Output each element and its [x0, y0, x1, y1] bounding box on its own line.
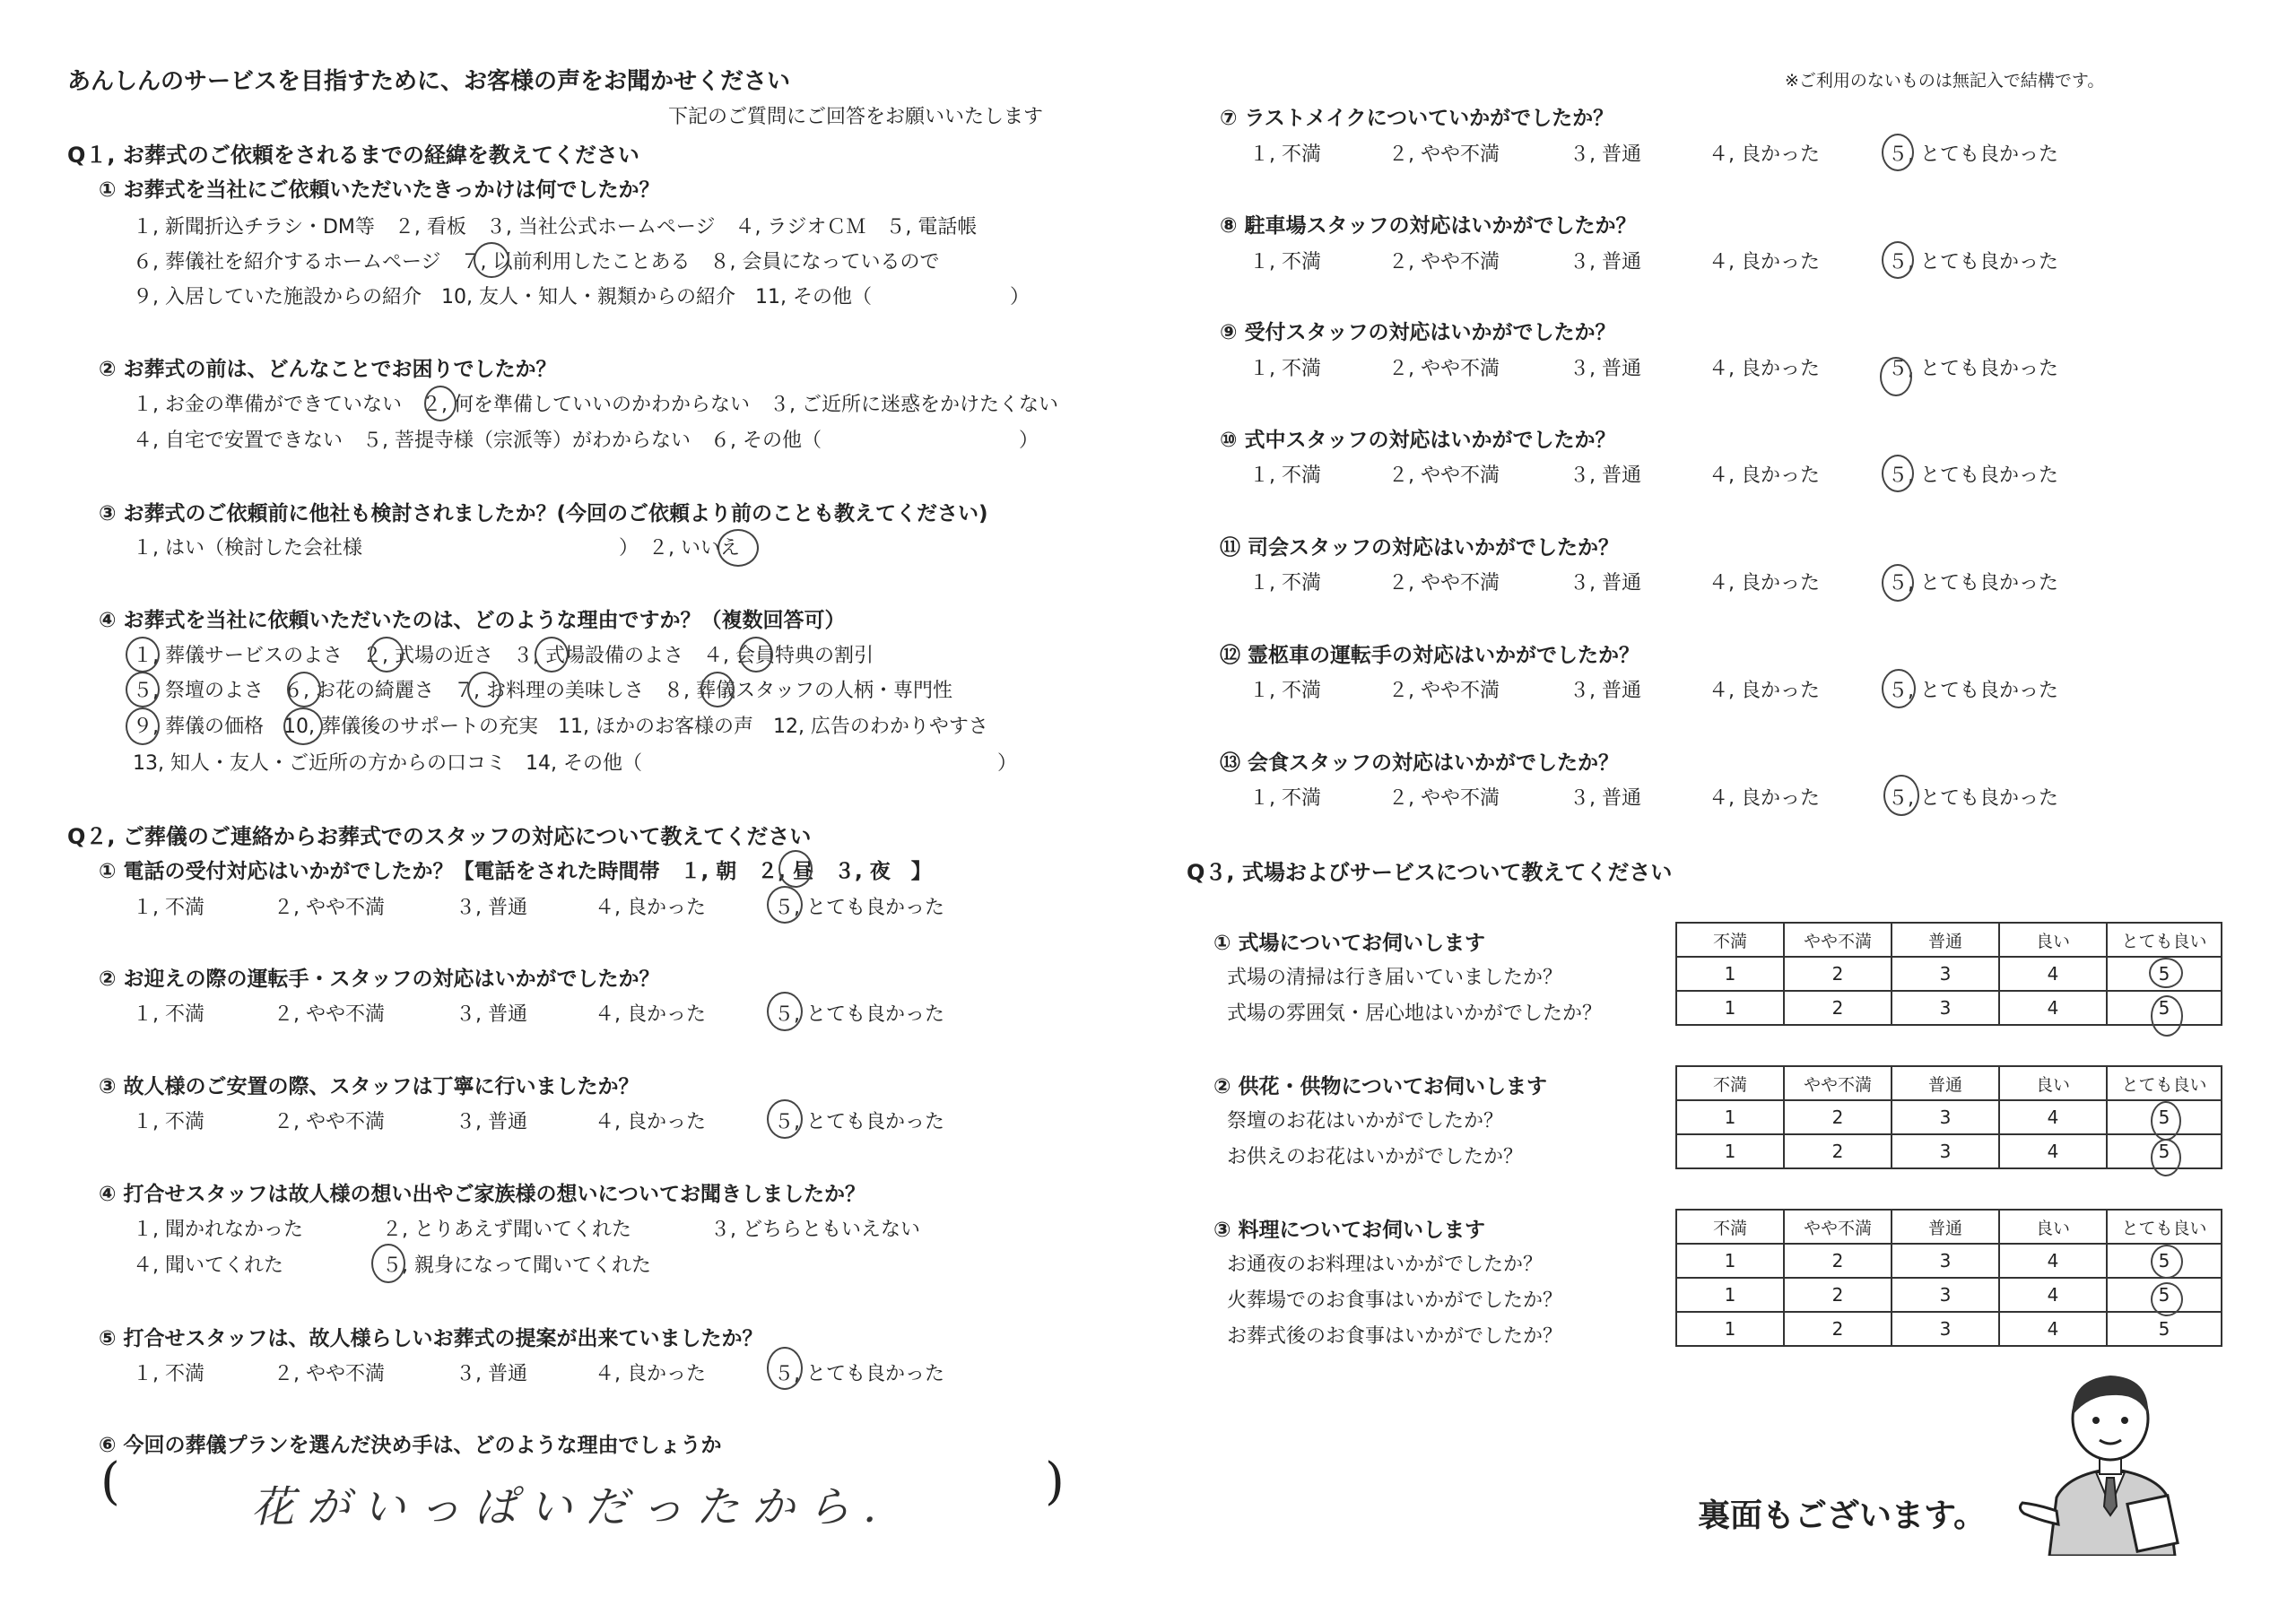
- q2-7-option-1[interactable]: １, 不満: [1249, 143, 1321, 166]
- answer-circle-mark: [739, 637, 773, 673]
- rating-cell[interactable]: 1: [1676, 1312, 1784, 1346]
- answer-circle-mark: [474, 242, 509, 278]
- q2-5-option-1[interactable]: １, 不満: [133, 1363, 204, 1385]
- q1-1-question: ① お葬式を当社にご依頼いただいたきっかけは何でしたか？: [99, 178, 660, 202]
- col-header: 良い: [1999, 1210, 2107, 1244]
- rating-cell[interactable]: 5: [2107, 991, 2222, 1025]
- rating-cell[interactable]: 3: [1892, 1278, 1999, 1312]
- rating-cell[interactable]: 1: [1676, 991, 1784, 1025]
- rating-cell[interactable]: 5: [2107, 1244, 2222, 1278]
- q2-8-option-3[interactable]: ３, 普通: [1570, 251, 1641, 273]
- answer-circle-mark: [370, 637, 404, 673]
- rating-cell[interactable]: 1: [1676, 1134, 1784, 1168]
- answer-open-paren: (: [100, 1453, 120, 1511]
- q2-6-question: ⑥ 今回の葬儀プランを選んだ決め手は、どのような理由でしょうか: [99, 1434, 722, 1457]
- q2-3-option-5[interactable]: ５, とても良かった: [774, 1111, 944, 1133]
- rating-cell[interactable]: 3: [1892, 991, 1999, 1025]
- q2-11-option-4[interactable]: ４, 良かった: [1709, 572, 1820, 595]
- q2-2-option-1[interactable]: １, 不満: [133, 1003, 204, 1026]
- q2-9-option-5[interactable]: ５, とても良かった: [1888, 358, 2058, 380]
- rating-cell[interactable]: 2: [1784, 957, 1892, 991]
- rating-cell[interactable]: 5: [2107, 1134, 2222, 1168]
- q1-4-options-line1[interactable]: １, 葬儀サービスのよさ ２, 式場の近さ ３, 式場設備のよさ ４, 会員特典の割引: [133, 645, 874, 667]
- q3-3-title: ③ 料理についてお伺いします: [1213, 1219, 1486, 1242]
- q2-1-option-2[interactable]: ２, やや不満: [274, 897, 385, 919]
- q2-12-question: ⑫ 霊柩車の運転手の対応はいかがでしたか？: [1220, 644, 1640, 667]
- answer-circle-mark: [767, 992, 803, 1031]
- q2-4-options-line1[interactable]: １, 聞かれなかった ２, とりあえず聞いてくれた ３, どちらともいえない: [133, 1219, 920, 1241]
- answer-circle-mark: [2151, 1139, 2181, 1176]
- answer-circle-mark: [126, 707, 160, 745]
- col-header: 不満: [1676, 1210, 1784, 1244]
- back-side-note: 裏面もございます。: [1698, 1497, 1987, 1534]
- rating-cell[interactable]: 4: [1999, 1244, 2107, 1278]
- answer-circle-mark: [1882, 669, 1916, 708]
- col-header: とても良い: [2107, 1210, 2222, 1244]
- answer-circle-mark: [424, 386, 457, 421]
- q2-heading: Q２, ご葬儀のご連絡からお葬式でのスタッフの対応について教えてください: [67, 824, 812, 849]
- q2-7-option-4[interactable]: ４, 良かった: [1709, 143, 1820, 166]
- q2-9-option-2[interactable]: ２, やや不満: [1388, 358, 1500, 380]
- q2-5-option-4[interactable]: ４, 良かった: [595, 1363, 706, 1385]
- q2-1-question: ① 電話の受付対応はいかがでしたか？【電話をされた時間帯 １, 朝 ２, 昼 ３, 夜 】: [99, 860, 932, 883]
- q2-3-option-3[interactable]: ３, 普通: [456, 1111, 527, 1133]
- answer-circle-mark: [767, 1347, 803, 1390]
- answer-circle-mark: [535, 637, 569, 673]
- q2-2-option-5[interactable]: ５, とても良かった: [774, 1003, 944, 1026]
- q1-3-options-line1[interactable]: １, はい（検討した会社様 ） ２, いいえ: [133, 537, 740, 560]
- q3-2-rating-table: [1675, 1065, 2222, 1169]
- q3-3-row1-label: お通夜のお料理はいかがでしたか？: [1227, 1254, 1544, 1276]
- q3-heading: Q３, 式場およびサービスについて教えてください: [1187, 860, 1673, 885]
- q2-2-question: ② お迎えの際の運転手・スタッフの対応はいかがでしたか？: [99, 968, 660, 991]
- answer-circle-mark: [718, 529, 759, 567]
- q3-2-row1-label: 祭壇のお花はいかがでしたか？: [1227, 1110, 1504, 1133]
- q2-11-question: ⑪ 司会スタッフの対応はいかがでしたか？: [1220, 536, 1620, 560]
- col-header: 普通: [1892, 1210, 1999, 1244]
- q2-3-option-1[interactable]: １, 不満: [133, 1111, 204, 1133]
- q2-9-option-4[interactable]: ４, 良かった: [1709, 358, 1820, 380]
- q2-11-option-5[interactable]: ５, とても良かった: [1888, 572, 2058, 595]
- rating-cell[interactable]: 5: [2107, 957, 2222, 991]
- col-header: 良い: [1999, 923, 2107, 957]
- answer-circle-mark: [700, 672, 735, 707]
- q2-13-option-1[interactable]: １, 不満: [1249, 787, 1321, 810]
- q2-2-option-2[interactable]: ２, やや不満: [274, 1003, 385, 1026]
- rating-cell[interactable]: 4: [1999, 1134, 2107, 1168]
- rating-cell[interactable]: 2: [1784, 1278, 1892, 1312]
- q2-9-option-3[interactable]: ３, 普通: [1570, 358, 1641, 380]
- q2-13-question: ⑬ 会食スタッフの対応はいかがでしたか？: [1220, 751, 1620, 775]
- rating-cell[interactable]: 1: [1676, 1278, 1784, 1312]
- col-header: やや不満: [1784, 1210, 1892, 1244]
- q2-8-option-4[interactable]: ４, 良かった: [1709, 251, 1820, 273]
- q3-3-row3-label: お葬式後のお食事はいかがでしたか？: [1227, 1325, 1563, 1348]
- q2-13-option-4[interactable]: ４, 良かった: [1709, 787, 1820, 810]
- q2-4-question: ④ 打合せスタッフは故人様の想い出やご家族様の想いについてお聞きしましたか？: [99, 1183, 866, 1206]
- q2-3-question: ③ 故人様のご安置の際、スタッフは丁寧に行いましたか？: [99, 1075, 639, 1098]
- q1-1-options-line3[interactable]: ９, 入居していた施設からの紹介 10, 友人・知人・親類からの紹介 11, その他（ ）: [133, 286, 1030, 308]
- answer-circle-mark: [778, 850, 813, 888]
- q1-4-question: ④ お葬式を当社に依頼いただいたのは、どのような理由ですか？（複数回答可）: [99, 609, 846, 632]
- q1-4-options-line4[interactable]: 13, 知人・友人・ご近所の方からの口コミ 14, その他（ ）: [133, 752, 1017, 775]
- rating-cell[interactable]: 3: [1892, 1312, 1999, 1346]
- rating-cell[interactable]: 4: [1999, 1278, 2107, 1312]
- answer-circle-mark: [2151, 1282, 2183, 1316]
- q2-5-option-5[interactable]: ５, とても良かった: [774, 1363, 944, 1385]
- rating-cell[interactable]: 2: [1784, 991, 1892, 1025]
- answer-circle-mark: [283, 707, 323, 745]
- answer-circle-mark: [371, 1244, 405, 1283]
- q3-2-row2-label: お供えのお花はいかがでしたか？: [1227, 1146, 1524, 1168]
- staff-illustration-icon: [2013, 1363, 2206, 1556]
- q2-5-question: ⑤ 打合せスタッフは、故人様らしいお葬式の提案が出来ていましたか？: [99, 1327, 763, 1350]
- q1-4-options-line2[interactable]: ５, 祭壇のよさ ６, お花の綺麗さ ７, お料理の美味しさ ８, 葬儀スタッフの人柄・専門性: [133, 680, 952, 702]
- col-header: 良い: [1999, 1066, 2107, 1100]
- q2-8-question: ⑧ 駐車場スタッフの対応はいかがでしたか？: [1220, 214, 1637, 238]
- rating-cell[interactable]: 2: [1784, 1312, 1892, 1346]
- q3-1-rating-table: [1675, 922, 2222, 1026]
- q1-3-question: ③ お葬式のご依頼前に他社も検討されましたか？(今回のご依頼より前のことも教えてください): [99, 502, 988, 525]
- q2-5-option-2[interactable]: ２, やや不満: [274, 1363, 385, 1385]
- rating-cell[interactable]: 1: [1676, 957, 1784, 991]
- q2-2-option-3[interactable]: ３, 普通: [456, 1003, 527, 1026]
- q2-2-option-4[interactable]: ４, 良かった: [595, 1003, 706, 1026]
- q2-13-option-2[interactable]: ２, やや不満: [1388, 787, 1500, 810]
- q2-12-option-4[interactable]: ４, 良かった: [1709, 680, 1820, 702]
- col-header: 普通: [1892, 923, 1999, 957]
- rating-cell[interactable]: 4: [1999, 1100, 2107, 1134]
- q2-11-option-3[interactable]: ３, 普通: [1570, 572, 1641, 595]
- q2-10-question: ⑩ 式中スタッフの対応はいかがでしたか？: [1220, 429, 1616, 452]
- answer-circle-mark: [1883, 775, 1919, 816]
- page-title: あんしんのサービスを目指すために、お客様の声をお聞かせください: [67, 68, 791, 95]
- answer-circle-mark: [1882, 564, 1914, 602]
- col-header: とても良い: [2107, 1066, 2222, 1100]
- q1-4-options-line3[interactable]: ９, 葬儀の価格 10, 葬儀後のサポートの充実 11, ほかのお客様の声 12, 広告のわかりやすさ: [133, 716, 988, 738]
- q2-10-option-3[interactable]: ３, 普通: [1570, 464, 1641, 487]
- answer-circle-mark: [1882, 455, 1914, 492]
- q2-7-question: ⑦ ラストメイクについていかがでしたか？: [1220, 107, 1614, 130]
- q2-10-option-5[interactable]: ５, とても良かった: [1888, 464, 2058, 487]
- q3-1-row1-label: 式場の清掃は行き届いていましたか？: [1227, 967, 1563, 989]
- q2-13-option-3[interactable]: ３, 普通: [1570, 787, 1641, 810]
- q2-12-option-2[interactable]: ２, やや不満: [1388, 680, 1500, 702]
- col-header: とても良い: [2107, 923, 2222, 957]
- rating-cell[interactable]: 1: [1676, 1244, 1784, 1278]
- q2-10-option-4[interactable]: ４, 良かった: [1709, 464, 1820, 487]
- q2-11-option-2[interactable]: ２, やや不満: [1388, 572, 1500, 595]
- rating-cell[interactable]: 3: [1892, 1244, 1999, 1278]
- col-header: やや不満: [1784, 1066, 1892, 1100]
- answer-circle-mark: [467, 672, 501, 707]
- q2-7-option-2[interactable]: ２, やや不満: [1388, 143, 1500, 166]
- answer-circle-mark: [2151, 995, 2183, 1037]
- col-header: 普通: [1892, 1066, 1999, 1100]
- q2-7-option-5[interactable]: ５, とても良かった: [1888, 143, 2058, 166]
- answer-circle-mark: [126, 672, 160, 707]
- rating-cell[interactable]: 1: [1676, 1100, 1784, 1134]
- answer-close-paren: ): [1045, 1453, 1065, 1511]
- q1-2-question: ② お葬式の前は、どんなことでお困りでしたか？: [99, 358, 557, 381]
- answer-circle-mark: [767, 886, 803, 924]
- handwritten-answer[interactable]: 花がいっぱいだったから.: [251, 1482, 890, 1532]
- q1-heading: Q１, お葬式のご依頼をされるまでの経緯を教えてください: [67, 143, 639, 168]
- q2-12-option-1[interactable]: １, 不満: [1249, 680, 1321, 702]
- q3-1-row2-label: 式場の雰囲気・居心地はいかがでしたか？: [1227, 1002, 1603, 1025]
- rating-cell[interactable]: 4: [1999, 991, 2107, 1025]
- rating-cell[interactable]: 3: [1892, 957, 1999, 991]
- q2-1-option-1[interactable]: １, 不満: [133, 897, 204, 919]
- q2-13-option-5[interactable]: ５, とても良かった: [1888, 787, 2058, 810]
- answer-circle-mark: [1880, 357, 1912, 396]
- answer-circle-mark: [1882, 134, 1914, 171]
- q2-7-option-3[interactable]: ３, 普通: [1570, 143, 1641, 166]
- q1-1-options-line2[interactable]: ６, 葬儀社を紹介するホームページ ７, 以前利用したことある ８, 会員になっているので: [133, 251, 940, 273]
- col-header: 不満: [1676, 1066, 1784, 1100]
- q2-9-question: ⑨ 受付スタッフの対応はいかがでしたか？: [1220, 321, 1616, 344]
- q3-1-title: ① 式場についてお伺いします: [1213, 932, 1486, 955]
- rating-cell[interactable]: 4: [1999, 1312, 2107, 1346]
- rating-cell[interactable]: 2: [1784, 1134, 1892, 1168]
- q2-12-option-3[interactable]: ３, 普通: [1570, 680, 1641, 702]
- q2-8-option-2[interactable]: ２, やや不満: [1388, 251, 1500, 273]
- col-header: やや不満: [1784, 923, 1892, 957]
- q2-10-option-2[interactable]: ２, やや不満: [1388, 464, 1500, 487]
- q2-3-option-2[interactable]: ２, やや不満: [274, 1111, 385, 1133]
- q2-11-option-1[interactable]: １, 不満: [1249, 572, 1321, 595]
- q3-2-title: ② 供花・供物についてお伺いします: [1213, 1075, 1548, 1098]
- rating-cell[interactable]: 4: [1999, 957, 2107, 991]
- answer-circle-mark: [2151, 1101, 2181, 1141]
- rating-cell[interactable]: 2: [1784, 1100, 1892, 1134]
- q1-2-options-line1[interactable]: １, お金の準備ができていない ２, 何を準備していいのかわからない ３, ご近所に迷惑をかけたくない: [133, 394, 1058, 416]
- answer-circle-mark: [2149, 958, 2183, 988]
- q2-1-option-3[interactable]: ３, 普通: [456, 897, 527, 919]
- rating-cell[interactable]: 5: [2107, 1312, 2222, 1346]
- rating-cell[interactable]: 5: [2107, 1100, 2222, 1134]
- q1-1-options-line1[interactable]: １, 新聞折込チラシ・DM等 ２, 看板 ３, 当社公式ホームページ ４, ラジオＣＭ ５, 電話帳: [133, 216, 978, 239]
- q1-2-options-line2[interactable]: ４, 自宅で安置できない ５, 菩提寺様（宗派等）がわからない ６, その他（ ）: [133, 430, 1039, 452]
- q3-3-row2-label: 火葬場でのお食事はいかがでしたか？: [1227, 1289, 1563, 1312]
- q2-4-options-line2[interactable]: ４, 聞いてくれた ５, 親身になって聞いてくれた: [133, 1254, 651, 1277]
- col-header: 不満: [1676, 923, 1784, 957]
- q2-8-option-1[interactable]: １, 不満: [1249, 251, 1321, 273]
- q2-1-option-5[interactable]: ５, とても良かった: [774, 897, 944, 919]
- rating-cell[interactable]: 3: [1892, 1134, 1999, 1168]
- q2-1-option-4[interactable]: ４, 良かった: [595, 897, 706, 919]
- q3-3-rating-table: [1675, 1209, 2222, 1347]
- page-subtitle: 下記のご質問にご回答をお願いいたします: [668, 106, 1044, 128]
- answer-circle-mark: [2151, 1245, 2183, 1279]
- rating-cell[interactable]: 3: [1892, 1100, 1999, 1134]
- answer-circle-mark: [126, 637, 160, 673]
- q2-9-option-1[interactable]: １, 不満: [1249, 358, 1321, 380]
- q2-5-option-3[interactable]: ３, 普通: [456, 1363, 527, 1385]
- answer-circle-mark: [287, 672, 321, 707]
- q2-3-option-4[interactable]: ４, 良かった: [595, 1111, 706, 1133]
- header-note: ※ご利用のないものは無記入で結構です。: [1785, 71, 2105, 91]
- rating-cell[interactable]: 2: [1784, 1244, 1892, 1278]
- q2-10-option-1[interactable]: １, 不満: [1249, 464, 1321, 487]
- answer-circle-mark: [767, 1099, 803, 1139]
- q2-8-option-5[interactable]: ５, とても良かった: [1888, 251, 2058, 273]
- answer-circle-mark: [1882, 241, 1914, 279]
- q2-12-option-5[interactable]: ５, とても良かった: [1888, 680, 2058, 702]
- rating-cell[interactable]: 5: [2107, 1278, 2222, 1312]
